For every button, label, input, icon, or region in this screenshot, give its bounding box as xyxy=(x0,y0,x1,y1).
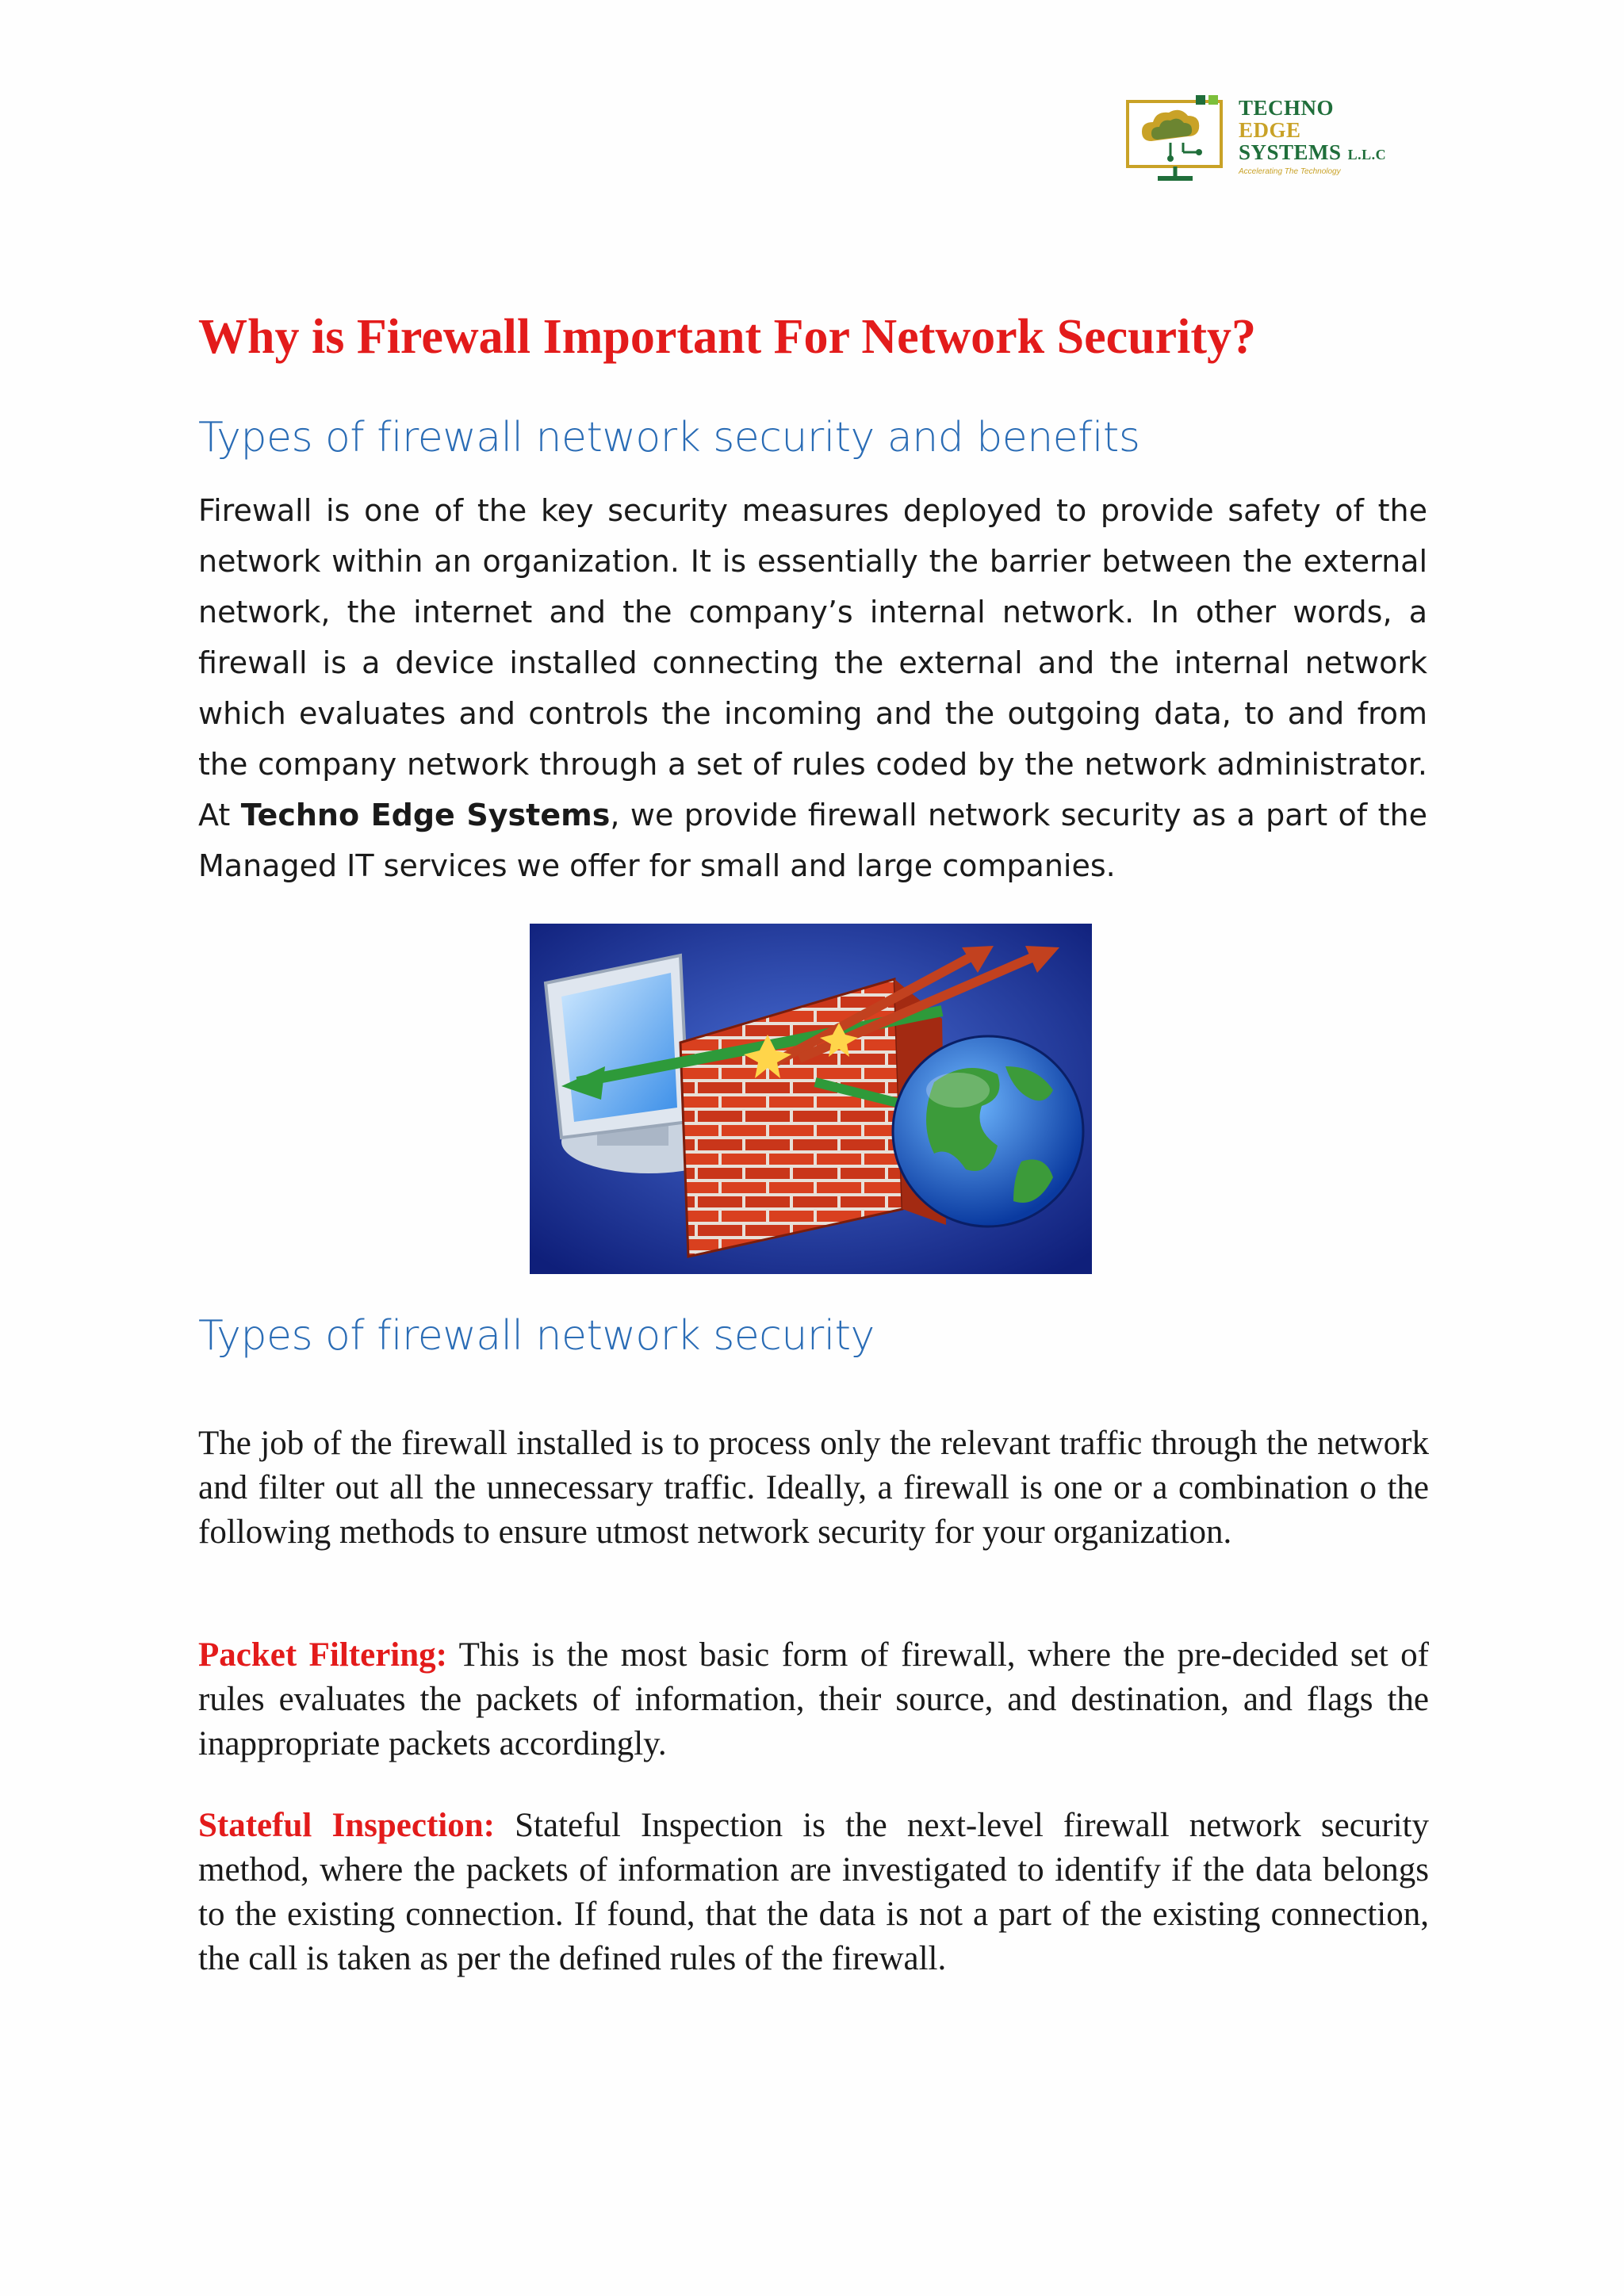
types-intro-paragraph: The job of the firewall installed is to process only the relevant traffic through the network and filter out all the unnecessary traffic. Ideally, a firewall is one or a combination o the following methods to ensure utmost network security for your organization. xyxy=(198,1425,1429,1551)
logo-cloud-monitor-icon xyxy=(1126,94,1237,189)
company-logo xyxy=(1126,94,1427,197)
packet-filtering-text: This is the most basic form of firewall, where the pre-decided set of rules evaluates the packets of information, their source, and destination, and flags the inappropriate packets accordingly. xyxy=(198,1636,1429,1762)
stateful-inspection-text: Stateful Inspection is the next-level firewall network security method, where the packets of information are investigated to identify if the data belongs to the existing connection. If found, that the data is not a part of the existing connection, the call is taken as per the defined rules of the firewall. xyxy=(198,1807,1429,1977)
logo-tagline: Accelerating The Technology xyxy=(1239,167,1341,176)
intro-text-part2: , we provide firewall network security as a part of the Managed IT services we offer for small and large companies. xyxy=(198,798,1427,883)
firewall-illustration xyxy=(530,924,1092,1274)
globe-icon xyxy=(893,1036,1083,1226)
packet-filtering-paragraph xyxy=(198,1633,1429,1766)
logo-line-systems: SYSTEMS xyxy=(1239,140,1342,164)
logo-suffix: L.L.C xyxy=(1347,147,1387,163)
page-title: Why is Firewall Important For Network Security? xyxy=(198,310,1256,364)
company-name-bold: Techno Edge Systems xyxy=(240,798,611,832)
stateful-inspection-term: Stateful Inspection: xyxy=(198,1807,495,1844)
stateful-inspection-paragraph xyxy=(198,1804,1429,1981)
intro-paragraph xyxy=(198,485,1427,891)
section-heading-benefits: Types of firewall network security and benefits xyxy=(198,414,1140,461)
logo-line-edge: EDGE xyxy=(1239,118,1301,142)
packet-filtering-term: Packet Filtering: xyxy=(198,1636,447,1674)
intro-text-part1: Firewall is one of the key security measures deployed to provide safety of the network within an organization. It is essentially the barrier between the external network, the internet and the company’s internal network. In other words, a firewall is a device installed connecting the external and the internal network which evaluates and controls the incoming and the outgoing data, to and from the company network through a set of rules coded by the network administrator. At xyxy=(198,493,1427,832)
logo-line-techno: TECHNO xyxy=(1239,96,1335,120)
section-heading-types: Types of firewall network security xyxy=(198,1312,875,1360)
